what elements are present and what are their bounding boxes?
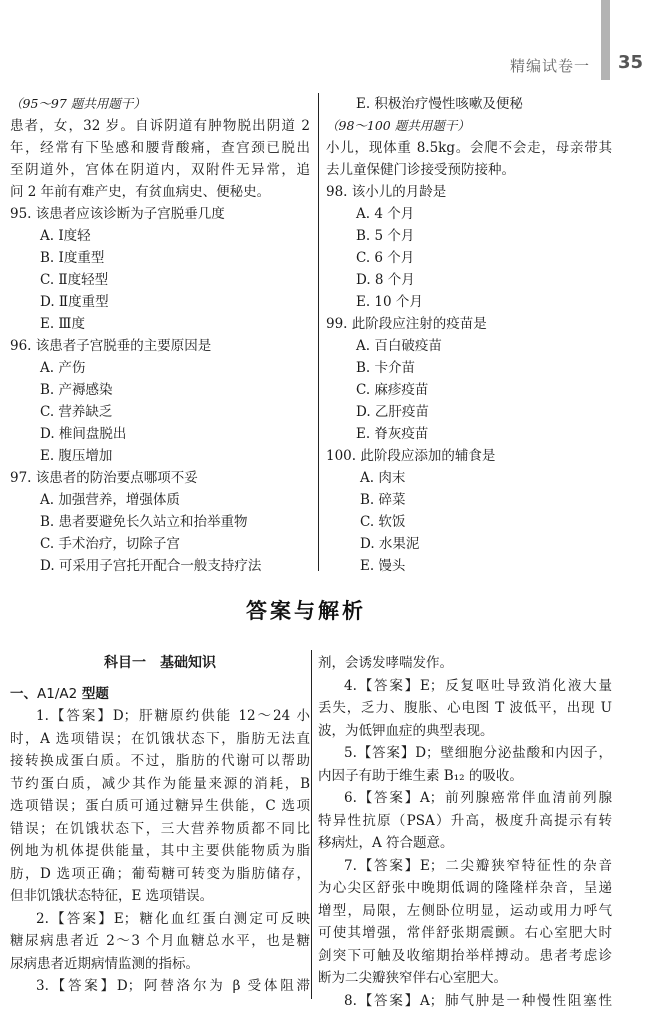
option: E. Ⅲ度: [10, 313, 310, 335]
answer-line: 节约蛋白质，减少其作为能量来源的消耗，B: [10, 773, 310, 796]
option: C. 麻疹疫苗: [326, 379, 612, 401]
page-number: 35: [618, 52, 643, 73]
option: C. 6 个月: [326, 247, 612, 269]
questions-right-column: [326, 93, 612, 577]
answer-line: 1.【答案】D；肝糖原约供能 12～24 小: [10, 705, 310, 728]
option: A. 产伤: [10, 357, 310, 379]
option: A. 4 个月: [326, 203, 612, 225]
column-divider: [311, 650, 312, 999]
answers-right-column: [318, 652, 612, 1012]
case-stem-line: 去儿童保健门诊接受预防接种。: [326, 159, 612, 181]
option: D. 8 个月: [326, 269, 612, 291]
answer-line: 2.【答案】E；糖化血红蛋白测定可反映: [10, 908, 310, 931]
option: A. Ⅰ度轻: [10, 225, 310, 247]
option: E. 腹压增加: [10, 445, 310, 467]
case-stem-line: 至阴道外，宫体在阴道内，双附件无异常，追: [10, 159, 310, 181]
answer-line: 剑突下可触及收缩期抬举样搏动。患者考虑诊: [318, 945, 612, 968]
option: B. Ⅰ度重型: [10, 247, 310, 269]
answers-left-column: [10, 652, 310, 998]
shared-stem-note: （95～97 题共用题干）: [10, 93, 310, 115]
question-type-heading: 一、A1/A2 型题: [10, 683, 310, 706]
answer-line: 为心尖区舒张中晚期低调的隆隆样杂音，呈递: [318, 877, 612, 900]
answer-line: 可使其增强，常伴舒张期震颤。右心室肥大时: [318, 922, 612, 945]
answer-line: 移病灶，A 符合题意。: [318, 832, 612, 855]
option: E. 积极治疗慢性咳嗽及便秘: [326, 93, 612, 115]
option: E. 10 个月: [326, 291, 612, 313]
option: C. 手术治疗，切除子宫: [10, 533, 310, 555]
question-96-stem: 96. 该患者子宫脱垂的主要原因是: [10, 335, 310, 357]
option: A. 肉末: [326, 467, 612, 489]
case-stem-line: 小儿，现体重 8.5kg。会爬不会走，母亲带其: [326, 137, 612, 159]
column-divider: [318, 93, 319, 571]
option: B. 碎菜: [326, 489, 612, 511]
answer-line: 尿病患者近期病情监测的指标。: [10, 953, 310, 976]
answer-line: 6.【答案】A；前列腺癌常伴血清前列腺: [318, 787, 612, 810]
option: B. 5 个月: [326, 225, 612, 247]
answer-line: 剂，会诱发哮喘发作。: [318, 652, 612, 675]
section-title: 答案与解析: [0, 595, 612, 625]
option: D. 椎间盘脱出: [10, 423, 310, 445]
option: B. 患者要避免长久站立和抬举重物: [10, 511, 310, 533]
answer-line: 接转换成蛋白质。不过，脂肪的代谢可以帮助: [10, 750, 310, 773]
option: B. 卡介苗: [326, 357, 612, 379]
answer-line: 选项错误；蛋白质可通过糖异生供能，C 选项: [10, 795, 310, 818]
option: C. 营养缺乏: [10, 401, 310, 423]
answer-line: 糖尿病患者近 2～3 个月血糖总水平，也是糖: [10, 930, 310, 953]
answer-line: 5.【答案】D；壁细胞分泌盐酸和内因子，: [318, 742, 612, 765]
answer-line: 断为二尖瓣狭窄伴右心室肥大。: [318, 967, 612, 990]
answer-line: 但非饥饿状态特征，E 选项错误。: [10, 885, 310, 908]
question-97-stem: 97. 该患者的防治要点哪项不妥: [10, 467, 310, 489]
answer-line: 丢失，乏力、腹胀、心电图 T 波低平，出现 U: [318, 697, 612, 720]
answer-line: 4.【答案】E；反复呕吐导致消化液大量: [318, 675, 612, 698]
option: C. 软饭: [326, 511, 612, 533]
case-stem-line: 患者，女，32 岁。自诉阴道有肿物脱出阴道 2: [10, 115, 310, 137]
running-header-title: 精编试卷一: [510, 55, 590, 76]
option: C. Ⅱ度轻型: [10, 269, 310, 291]
option: D. Ⅱ度重型: [10, 291, 310, 313]
question-98-stem: 98. 该小儿的月龄是: [326, 181, 612, 203]
answer-line: 例地为机体提供能量，其中主要供能物质为脂: [10, 840, 310, 863]
option: E. 脊灰疫苗: [326, 423, 612, 445]
option: D. 可采用子宫托开配合一般支持疗法: [10, 555, 310, 577]
option: A. 百白破疫苗: [326, 335, 612, 357]
answer-line: 8.【答案】A；肺气肿是一种慢性阻塞性: [318, 990, 612, 1012]
option: B. 产褥感染: [10, 379, 310, 401]
shared-stem-note: （98～100 题共用题干）: [326, 115, 612, 137]
answer-line: 波，为低钾血症的典型表现。: [318, 720, 612, 743]
option: D. 水果泥: [326, 533, 612, 555]
answer-line: 肪，D 选项正确；葡萄糖可转变为脂肪储存，: [10, 863, 310, 886]
answer-line: 内因子有助于维生素 B₁₂ 的吸收。: [318, 765, 612, 788]
questions-left-column: [10, 93, 310, 577]
subject-heading: 科目一 基础知识: [10, 652, 310, 675]
option: A. 加强营养，增强体质: [10, 489, 310, 511]
answer-line: 7.【答案】E；二尖瓣狭窄特征性的杂音: [318, 855, 612, 878]
answer-line: 3.【答案】D；阿替洛尔为 β 受体阻滞: [10, 975, 310, 998]
answer-line: 时，A 选项错误；在饥饿状态下，脂肪无法直: [10, 728, 310, 751]
answer-line: 特异性抗原（PSA）升高，极度升高提示有转: [318, 810, 612, 833]
question-100-stem: 100. 此阶段应添加的辅食是: [326, 445, 612, 467]
case-stem-line: 年，经常有下坠感和腰背酸痛，查宫颈已脱出: [10, 137, 310, 159]
question-99-stem: 99. 此阶段应注射的疫苗是: [326, 313, 612, 335]
header-accent-bar: [601, 0, 610, 80]
option: E. 馒头: [326, 555, 612, 577]
question-95-stem: 95. 该患者应该诊断为子宫脱垂几度: [10, 203, 310, 225]
answer-line: 增型，局限，左侧卧位明显，运动或用力呼气: [318, 900, 612, 923]
option: D. 乙肝疫苗: [326, 401, 612, 423]
answer-line: 错误；在饥饿状态下，三大营养物质都不同比: [10, 818, 310, 841]
case-stem-line: 问 2 年前有难产史，有贫血病史、便秘史。: [10, 181, 310, 203]
